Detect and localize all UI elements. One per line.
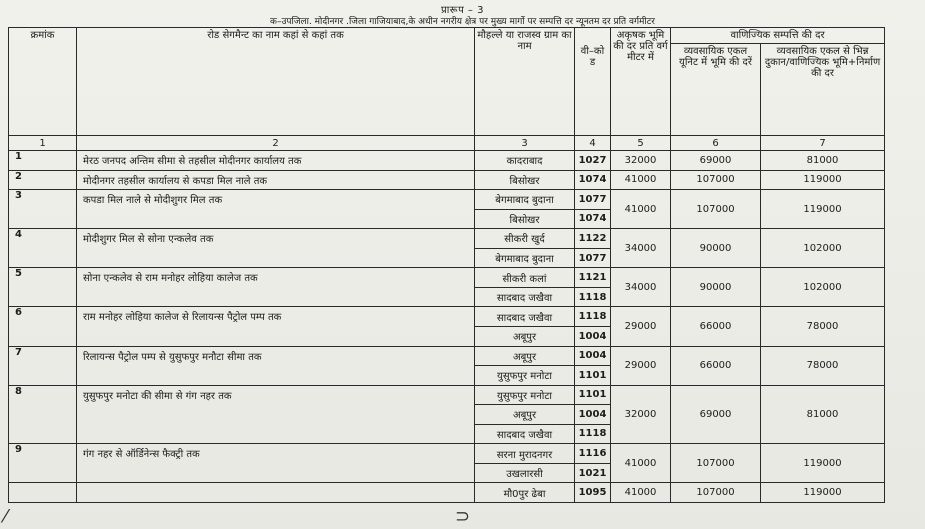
village-code: 1121 (575, 268, 611, 288)
serial-number: 3 (9, 190, 77, 229)
land-rate: 29000 (611, 346, 671, 385)
land-rate: 29000 (611, 307, 671, 346)
serial-number: 8 (9, 385, 77, 444)
header-commercial-single: व्यवसायिक एकल यूनिट में भूमि की दरें (671, 44, 761, 136)
road-segment: सोना एन्कलेव से राम मनोहर लोहिया कालेज तक (77, 268, 475, 307)
table-row (9, 483, 885, 503)
table-row (9, 229, 885, 249)
serial-number: 6 (9, 307, 77, 346)
village-name: सादबाद जखैवा (475, 287, 575, 307)
village-name: सादबाद जखैवा (475, 307, 575, 327)
commercial-other-rate: 119000 (761, 170, 885, 190)
village-name: युसुफपुर मनोटा (475, 385, 575, 405)
village-name: अबूपुर (475, 405, 575, 425)
village-code: 1118 (575, 424, 611, 444)
village-code: 1027 (575, 151, 611, 171)
village-code: 1074 (575, 170, 611, 190)
header-row-1 (9, 28, 885, 44)
table-row (9, 151, 885, 171)
village-code: 1101 (575, 385, 611, 405)
land-rate: 34000 (611, 229, 671, 268)
land-rate: 41000 (611, 444, 671, 483)
village-code: 1122 (575, 229, 611, 249)
serial-number: 1 (9, 151, 77, 171)
road-segment: कपडा मिल नाले से मोदीशुगर मिल तक (77, 190, 475, 229)
header-land-rate: अकृषक भूमि की दर प्रति वर्ग मीटर में (611, 28, 671, 136)
page-footer (0, 505, 925, 529)
village-code: 1077 (575, 190, 611, 210)
land-rate: 41000 (611, 483, 671, 503)
serial-number: 5 (9, 268, 77, 307)
commercial-other-rate: 119000 (761, 190, 885, 229)
land-rate: 34000 (611, 268, 671, 307)
road-segment: मोदीशुगर मिल से सोना एन्कलेव तक (77, 229, 475, 268)
commercial-other-rate: 78000 (761, 346, 885, 385)
village-name: सीकरी कलां (475, 268, 575, 288)
village-name: अबूपुर (475, 346, 575, 366)
col-number: 7 (761, 136, 885, 151)
col-number: 5 (611, 136, 671, 151)
table-row (9, 444, 885, 464)
village-name: सरना मुरादनगर (475, 444, 575, 464)
road-segment: मेरठ जनपद अन्तिम सीमा से तहसील मोदीनगर कार्यालय तक (77, 151, 475, 171)
commercial-single-rate: 107000 (671, 170, 761, 190)
village-name: बेगमाबाद बुदाना (475, 190, 575, 210)
commercial-single-rate: 90000 (671, 268, 761, 307)
village-code: 1118 (575, 287, 611, 307)
village-name: कादराबाद (475, 151, 575, 171)
commercial-other-rate: 81000 (761, 151, 885, 171)
scribble-mark: ⊃ (455, 506, 471, 527)
commercial-other-rate: 78000 (761, 307, 885, 346)
commercial-single-rate: 90000 (671, 229, 761, 268)
road-segment (77, 483, 475, 503)
village-code: 1095 (575, 483, 611, 503)
village-name: बिसोखर (475, 209, 575, 229)
col-number: 2 (77, 136, 475, 151)
col-number: 6 (671, 136, 761, 151)
village-name: युसुफपुर मनोटा (475, 366, 575, 386)
commercial-single-rate: 66000 (671, 346, 761, 385)
commercial-other-rate: 102000 (761, 268, 885, 307)
village-name: सादबाद जखैवा (475, 424, 575, 444)
village-code: 1116 (575, 444, 611, 464)
serial-number: 4 (9, 229, 77, 268)
table-row (9, 346, 885, 366)
commercial-other-rate: 119000 (761, 444, 885, 483)
col-number: 3 (475, 136, 575, 151)
village-name: बिसोखर (475, 170, 575, 190)
village-code: 1021 (575, 463, 611, 483)
table-row (9, 190, 885, 210)
road-segment: युसुफपुर मनोटा की सीमा से गंग नहर तक (77, 385, 475, 444)
serial-number (9, 483, 77, 503)
scribble-mark: ⁄ (4, 506, 8, 527)
header-road-segment: रोड सेगमैन्ट का नाम कहां से कहां तक (77, 28, 475, 136)
commercial-single-rate: 107000 (671, 444, 761, 483)
serial-number: 2 (9, 170, 77, 190)
land-rate: 41000 (611, 170, 671, 190)
header-village: मौहल्ले या राजस्व ग्राम का नाम (475, 28, 575, 136)
rate-table (8, 27, 885, 503)
land-rate: 32000 (611, 385, 671, 444)
village-name: मौ0पुर ढेबा (475, 483, 575, 503)
road-segment: रिलायन्स पैट्रोल पम्प से युसुफपुर मनौटा सीमा तक (77, 346, 475, 385)
road-segment: मोदीनगर तहसील कार्यालय से कपडा मिल नाले तक (77, 170, 475, 190)
table-row (9, 170, 885, 190)
village-code: 1077 (575, 248, 611, 268)
village-code: 1118 (575, 307, 611, 327)
village-code: 1004 (575, 405, 611, 425)
land-rate: 32000 (611, 151, 671, 171)
village-code: 1074 (575, 209, 611, 229)
header-commercial-other: व्यवसायिक एकल से भिन्न दुकान/वाणिज्यिक भूमि+निर्माण की दर (761, 44, 885, 136)
header-commercial: वाणिज्यिक सम्पत्ति की दर (671, 28, 885, 44)
column-number-row (9, 136, 885, 151)
land-rate: 41000 (611, 190, 671, 229)
document-title: क–उपजिला. मोदीनगर .जिला गाजियाबाद,के अधीन नगरीय क्षेत्र पर मुख्य मार्गो पर सम्पत्ति दर न्यूनतम दर प्रति वर्गमीटर (270, 17, 655, 27)
serial-number: 9 (9, 444, 77, 483)
col-number: 4 (575, 136, 611, 151)
village-name: अबूपुर (475, 326, 575, 346)
village-name: बेगमाबाद बुदाना (475, 248, 575, 268)
serial-number: 7 (9, 346, 77, 385)
table-row (9, 307, 885, 327)
road-segment: गंग नहर से ऑर्डिनेन्स फैक्ट्री तक (77, 444, 475, 483)
commercial-other-rate: 102000 (761, 229, 885, 268)
village-code: 1004 (575, 346, 611, 366)
village-name: उखलारसी (475, 463, 575, 483)
header-code: वी–को ड (575, 28, 611, 136)
commercial-other-rate: 81000 (761, 385, 885, 444)
col-number: 1 (9, 136, 77, 151)
table-row (9, 268, 885, 288)
village-code: 1101 (575, 366, 611, 386)
road-segment: राम मनोहर लोहिया कालेज से रिलायन्स पैट्रोल पम्प तक (77, 307, 475, 346)
header-serial: क्रमांक (9, 28, 77, 136)
commercial-single-rate: 107000 (671, 190, 761, 229)
commercial-other-rate: 119000 (761, 483, 885, 503)
table-row (9, 385, 885, 405)
form-number: प्रारूप – 3 (441, 5, 484, 16)
village-name: सीकरी खुर्द (475, 229, 575, 249)
commercial-single-rate: 66000 (671, 307, 761, 346)
commercial-single-rate: 69000 (671, 385, 761, 444)
village-code: 1004 (575, 326, 611, 346)
commercial-single-rate: 107000 (671, 483, 761, 503)
commercial-single-rate: 69000 (671, 151, 761, 171)
